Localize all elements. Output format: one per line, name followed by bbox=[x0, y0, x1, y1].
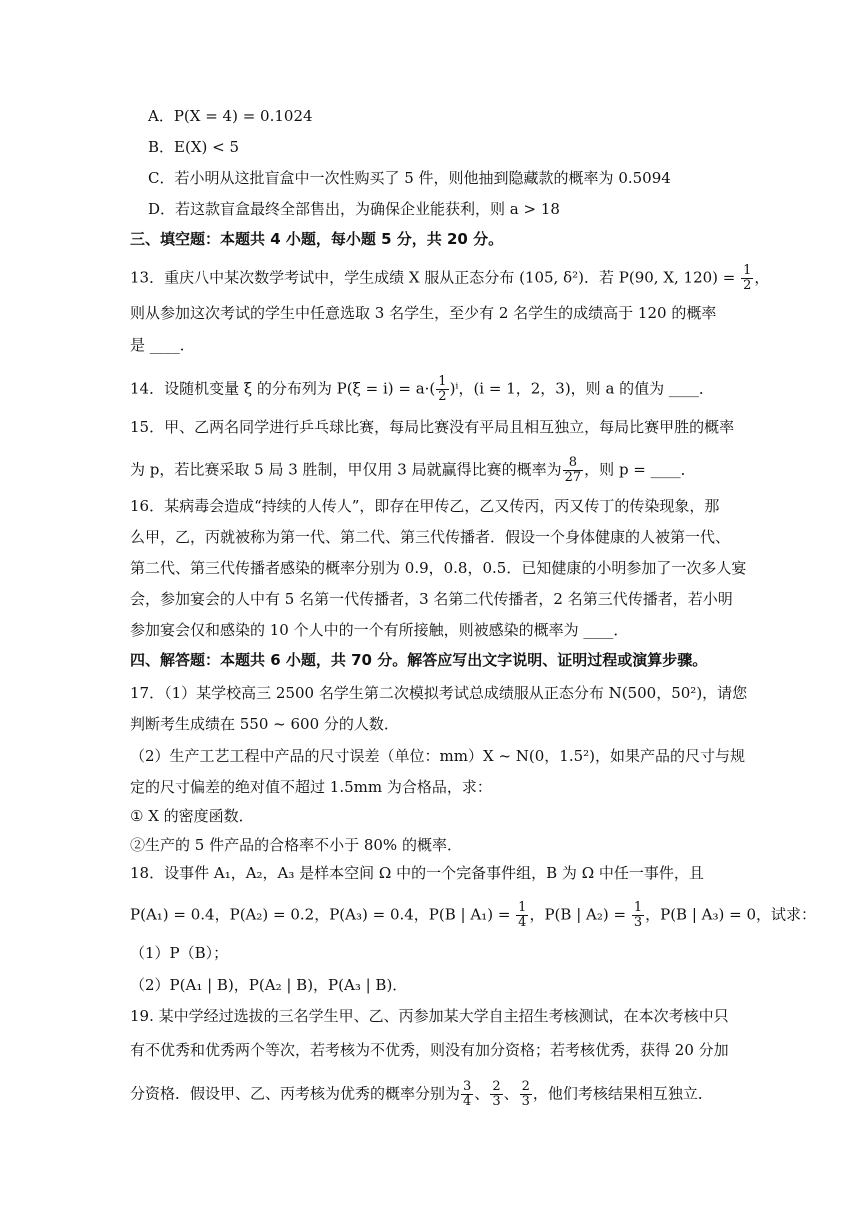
q13-frac-num: 1 bbox=[743, 263, 752, 278]
q18-frac1-num: 1 bbox=[518, 900, 527, 915]
q14-fraction bbox=[436, 375, 448, 404]
option-c: C．若小明从这批盲盒中一次性购买了 5 件，则他抽到隐藏款的概率为 0.5094 bbox=[148, 169, 671, 187]
question-17-line-5: ① X 的密度函数． bbox=[130, 807, 254, 825]
question-18-line-4: （2）P(A₁ | B)，P(A₂ | B)，P(A₃ | B)． bbox=[130, 976, 408, 994]
question-17-line-4: 定的尺寸偏差的绝对值不超过 1.5mm 为合格品，求： bbox=[130, 778, 492, 796]
q18-text-a: P(A₁) = 0.4，P(A₂) = 0.2，P(A₃) = 0.4，P(B | A₁) = bbox=[130, 905, 516, 924]
question-14 bbox=[130, 375, 714, 404]
q18-frac1-den: 4 bbox=[518, 915, 527, 930]
q14-text-b: )ⁱ，(i = 1，2，3)，则 a 的值为 ____． bbox=[449, 379, 714, 398]
section-3-heading: 三、填空题：本题共 4 小题，每小题 5 分，共 20 分。 bbox=[130, 230, 504, 248]
q13-text-a: 13．重庆八中某次数学考试中，学生成绩 X 服从正态分布 (105, δ²)．若 P(90, X, 120) = bbox=[130, 268, 741, 287]
q15-text-a: 为 p，若比赛采取 5 局 3 胜制，甲仅用 3 局就赢得比赛的概率为 bbox=[130, 460, 562, 479]
question-16-line-2: 么甲，乙，丙就被称为第一代、第二代、第三代传播者．假设一个身体健康的人被第一代、 bbox=[130, 528, 731, 546]
q14-frac-den: 2 bbox=[438, 389, 447, 404]
q19-fraction-2 bbox=[490, 1080, 502, 1109]
question-16-line-4: 会，参加宴会的人中有 5 名第一代传播者，3 名第二代传播者，2 名第三代传播者，若小明 bbox=[130, 590, 733, 608]
q15-fraction bbox=[563, 456, 584, 485]
option-d: D．若这款盲盒最终全部售出，为确保企业能获利，则 a > 18 bbox=[148, 200, 560, 218]
q14-text-a: 14．设随机变量 ξ 的分布列为 P(ξ = i) = a·( bbox=[130, 379, 436, 398]
q13-fraction bbox=[741, 264, 753, 293]
q19-frac1-den: 4 bbox=[463, 1094, 472, 1109]
q19-frac3-den: 3 bbox=[521, 1094, 530, 1109]
question-16-line-5: 参加宴会仅和感染的 10 个人中的一个有所接触，则被感染的概率为 ____． bbox=[130, 621, 629, 639]
question-15-line-1: 15．甲、乙两名同学进行乒乓球比赛，每局比赛没有平局且相互独立，每局比赛甲胜的概率 bbox=[130, 418, 735, 436]
q18-frac2-den: 3 bbox=[633, 915, 643, 930]
q18-fraction-2 bbox=[632, 901, 644, 930]
question-16-line-1: 16．某病毒会造成“持续的人传人”，即存在甲传乙，乙又传丙，丙又传丁的传染现象，那 bbox=[130, 497, 720, 515]
question-18-line-2 bbox=[130, 901, 816, 930]
q13-text-b: ， bbox=[754, 268, 770, 287]
q18-frac2-num: 1 bbox=[633, 900, 643, 915]
question-13-line-3: 是 ____． bbox=[130, 336, 195, 354]
question-18-line-1: 18．设事件 A₁，A₂，A₃ 是样本空间 Ω 中的一个完备事件组，B 为 Ω 中任一事件，且 bbox=[130, 864, 704, 882]
question-17-line-3: （2）生产工艺工程中产品的尺寸误差（单位：mm）X ~ N(0，1.5²)，如果产品的尺寸与规 bbox=[130, 747, 746, 765]
q19-text-a: 分资格．假设甲、乙、丙考核为优秀的概率分别为 bbox=[130, 1084, 461, 1103]
question-18-line-3: （1）P（B）； bbox=[130, 944, 229, 962]
option-b: B．E(X) < 5 bbox=[148, 138, 240, 156]
question-16-line-3: 第二代、第三代传播者感染的概率分别为 0.9，0.8，0.5．已知健康的小明参加了一次多人宴 bbox=[130, 559, 747, 577]
q18-text-c: ，P(B | A₃) = 0，试求： bbox=[645, 905, 817, 924]
q19-fraction-1 bbox=[461, 1080, 473, 1109]
q19-text-b: ，他们考核结果相互独立． bbox=[532, 1084, 713, 1103]
q19-frac2-den: 3 bbox=[492, 1094, 501, 1109]
question-19-line-3 bbox=[130, 1080, 713, 1109]
q13-frac-den: 2 bbox=[743, 278, 752, 293]
question-17-line-1: 17．（1）某学校高三 2500 名学生第二次模拟考试总成绩服从正态分布 N(500，50²)，请您 bbox=[130, 684, 748, 702]
q18-text-b: ，P(B | A₂) = bbox=[529, 905, 631, 924]
question-15-line-2 bbox=[130, 456, 696, 485]
q19-sep-2: 、 bbox=[503, 1084, 519, 1103]
question-19-line-2: 有不优秀和优秀两个等次，若考核为不优秀，则没有加分资格；若考核优秀，获得 20 分加 bbox=[130, 1041, 729, 1059]
section-4-heading: 四、解答题：本题共 6 小题，共 70 分。解答应写出文字说明、证明过程或演算步骤。 bbox=[130, 651, 708, 669]
q15-text-b: ，则 p = ____． bbox=[584, 460, 696, 479]
q18-fraction-1 bbox=[516, 901, 528, 930]
q14-frac-num: 1 bbox=[438, 374, 447, 389]
question-17-line-6: ②生产的 5 件产品的合格率不小于 80% 的概率． bbox=[130, 836, 462, 854]
q19-sep-1: 、 bbox=[474, 1084, 490, 1103]
q19-frac1-num: 3 bbox=[463, 1079, 472, 1094]
question-17-line-2: 判断考生成绩在 550 ~ 600 分的人数． bbox=[130, 715, 399, 733]
question-19-line-1: 19. 某中学经过选拔的三名学生甲、乙、丙参加某大学自主招生考核测试，在本次考核中只 bbox=[130, 1007, 729, 1025]
q15-frac-num: 8 bbox=[563, 456, 584, 471]
q19-fraction-3 bbox=[520, 1080, 532, 1109]
question-13-line-2: 则从参加这次考试的学生中任意选取 3 名学生，至少有 2 名学生的成绩高于 120 的概率 bbox=[130, 304, 717, 322]
question-13-line-1 bbox=[130, 264, 769, 293]
option-a: A．P(X = 4) = 0.1024 bbox=[148, 107, 313, 125]
q19-frac3-num: 2 bbox=[521, 1079, 530, 1094]
q19-frac2-num: 2 bbox=[492, 1079, 501, 1094]
q15-frac-den: 27 bbox=[564, 470, 582, 485]
